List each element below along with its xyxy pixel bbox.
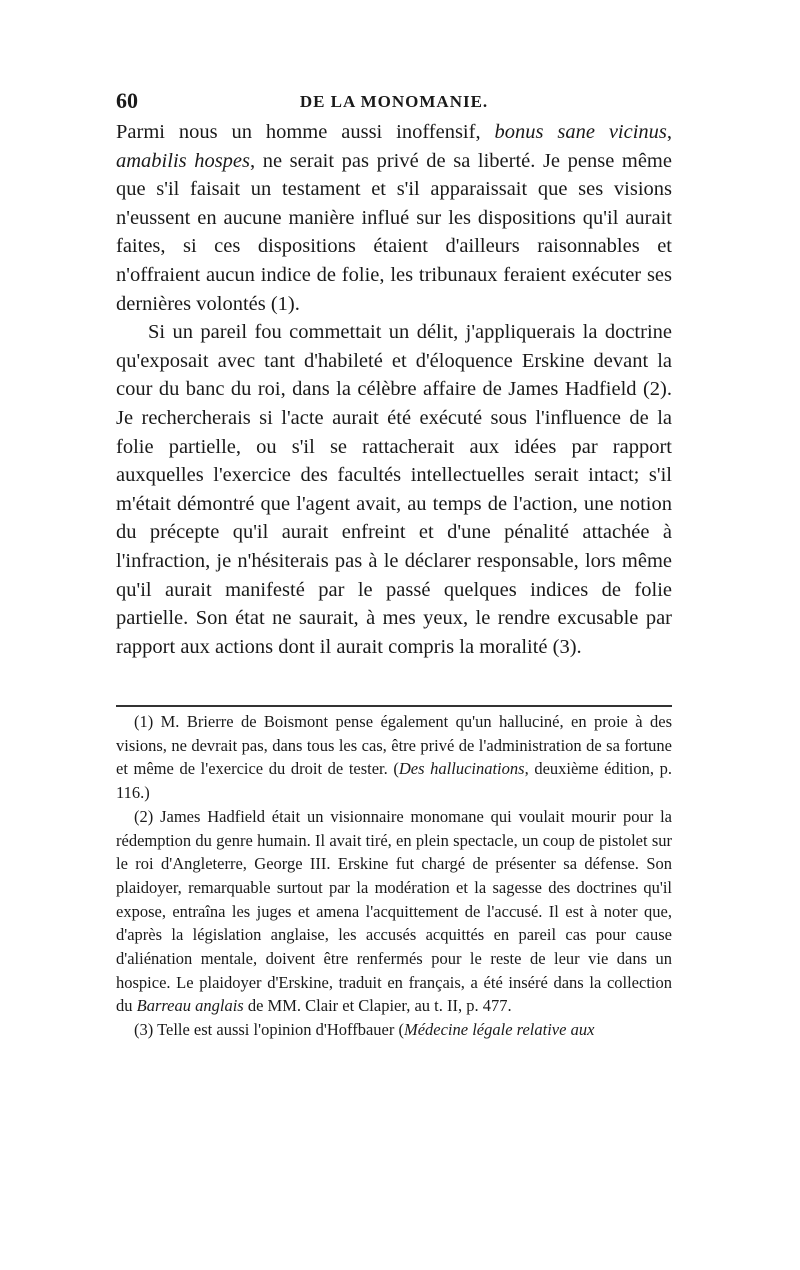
footnote-3-text-a: (3) Telle est aussi l'opinion d'Hoffbauer ( [134,1020,404,1040]
page-number: 60 [116,88,138,113]
footnote-1-text-a: (1) M. Brierre de Boismont pense également qu'un halluciné, en proie à des visions, ne devrait pas, dans tous les cas, être privé de l'administration de sa fortune et même de l'exercice du droit de tester. ( [116,712,672,779]
footnote-1 [116,710,672,805]
footnote-2 [116,805,672,1018]
running-title: DE LA MONOMANIE. [299,92,489,111]
footnote-2-title: Barreau anglais [136,996,244,1016]
footnote-separator [116,705,672,707]
footnote-2-text-a: (2) James Hadfield était un visionnaire monomane qui voulait mourir pour la rédemption du genre humain. Il avait tiré, en plein spectacle, un coup de pistolet sur le roi d'Angleterre, George III. Erskine fut chargé de présenter sa défense. Son plaidoyer, remarquable surtout par la modération et la sagesse des doctrines qu'il expose, entraîna les juges et amena l'acquittement de l'accusé. Il est à noter que, d'après la législation anglaise, les accusés acquittés en pareil cas pour cause d'aliénation mentale, doivent être renfermés pour le reste de leur vie dans un hospice. Le plaidoyer d'Erskine, traduit en français, a été inséré dans la collection du [116,806,672,1016]
paragraph-1 [116,118,672,318]
footnote-2-text-b: de MM. Clair et Clapier, au t. II, p. 477. [243,996,512,1016]
footnotes [116,710,673,1042]
footnote-3-title: Médecine légale relative aux [403,1020,595,1040]
paragraph-2: Si un pareil fou commettait un délit, j'appliquerais la doctrine qu'exposait avec tant d'habileté et d'éloquence Erskine devant la cour du banc du roi, dans la célèbre affaire de James Hadfield (2). Je rechercherais si l'acte aurait été exécuté sous l'influence de la folie partielle, ou s'il se rattacherait aux idées par rapport auxquelles l'exercice des facultés intellectuelles serait intact; s'il m'était démontré que l'agent avait, au temps de l'action, une notion du précepte qu'il aurait enfreint et d'une pénalité attachée à l'infraction, je n'hésiterais pas à le déclarer responsable, lors même qu'il aurait manifesté par le passé quelques indices de folie partielle. Son état ne saurait, à mes yeux, le rendre excusable par rapport aux actions dont il aurait compris la moralité (3). [116,321,672,658]
latin-phrase-1: bonus sane vicinus [494,121,667,143]
paragraph-1-text-c: , ne serait pas privé de sa liberté. Je pense même que s'il faisait un testament et s'il apparaissait que ses visions n'eussent en aucune manière influé sur les dispositions qu'il aurait faites, si ces dispositions étaient d'ailleurs raisonnables et n'offraient aucun indice de folie, les tribunaux feraient exécuter ses dernières volontés (1). [116,149,672,315]
page-header [116,88,672,116]
paragraph-1-text-b: , [666,121,673,143]
footnote-3 [116,1018,672,1042]
footnote-1-text-b: , deuxième édition, p. 116.) [116,759,673,803]
footnote-1-title: Des hallucinations [398,759,525,779]
latin-phrase-2: amabilis hospes [116,149,251,172]
paragraph-1-text-a: Parmi nous un homme aussi inoffensif, [116,121,495,143]
main-text [116,118,672,661]
